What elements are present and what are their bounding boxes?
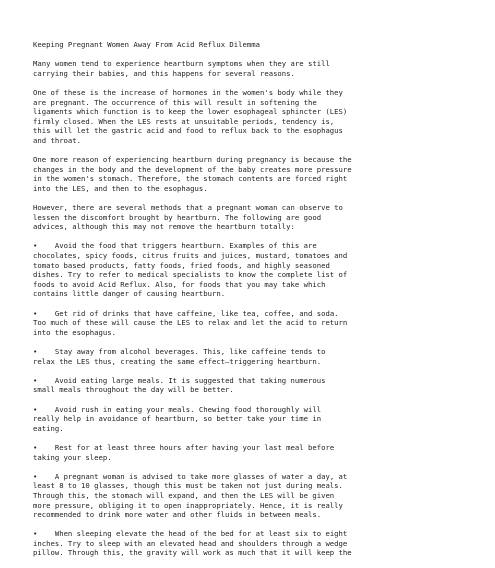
text-line: and throat. — [33, 135, 82, 145]
bullet-paragraph — [33, 405, 466, 434]
bullet-paragraph — [33, 472, 466, 520]
text-line — [33, 529, 466, 539]
text-line: relax the LES thus, creating the same effect—triggering heartburn. — [33, 356, 322, 366]
bullet-icon: • — [33, 308, 38, 318]
body-paragraph — [33, 59, 466, 78]
text-line: in the women's stomach. Therefore, the stomach contents are forced right — [33, 174, 348, 184]
text-line: Too much of these will cause the LES to relax and let the acid to return — [33, 318, 348, 328]
body-paragraph — [33, 88, 466, 146]
bullet-paragraph — [33, 443, 466, 462]
text-line: tomato based products, fatty foods, fried foods, and highly seasoned — [33, 260, 330, 270]
text-line: However, there are several methods that a pregnant woman can observe to — [33, 203, 343, 213]
bullet-text: Avoid rush in eating your meals. Chewing food thoroughly will — [37, 404, 322, 414]
bullet-icon: • — [33, 347, 38, 356]
text-line: advices, although this may not remove the heartburn totally: — [33, 222, 295, 232]
body-paragraph — [33, 155, 466, 193]
text-line: contains little danger of causing heartburn. — [33, 289, 226, 299]
text-line: inches. Try to sleep with an elevated head and shoulders through a wedge — [33, 538, 348, 548]
bullet-text: Rest for at least three hours after having your last meal before — [37, 442, 335, 452]
text-line: ligaments which function is to keep the lower esophageal sphincter (LES) — [33, 107, 348, 117]
bullet-icon: • — [33, 241, 38, 251]
text-line — [33, 472, 466, 482]
text-line: dishes. Try to refer to medical specialists to know the complete list of — [33, 270, 348, 280]
bullet-text: Get rid of drinks that have caffeine, like tea, coffee, and soda. — [37, 308, 339, 318]
text-line: recommended to drink more water and other fluids in between meals. — [33, 510, 322, 520]
text-line: small meals throughout the day will be better. — [33, 385, 234, 395]
text-line: Many women tend to experience heartburn symptoms when they are still — [33, 59, 330, 69]
text-line — [33, 405, 466, 415]
bullet-text: A pregnant woman is advised to take more glasses of water a day, at — [37, 471, 348, 481]
text-line: chocolates, spicy foods, citrus fruits and juices, mustard, tomatoes and — [33, 251, 348, 261]
document-title: Keeping Pregnant Women Away From Acid Reflux Dilemma — [33, 40, 260, 49]
bullet-text: Stay away from alcohol beverages. This, like caffeine tends to — [37, 347, 326, 356]
bullet-paragraph — [33, 347, 466, 366]
text-line — [33, 241, 466, 251]
text-line: lessen the discomfort brought by heartburn. The following are good — [33, 212, 322, 222]
bullet-icon: • — [33, 442, 38, 452]
document-body — [33, 59, 466, 558]
text-line: One of these is the increase of hormones in the women's body while they — [33, 87, 343, 97]
text-line: least 8 to 10 glasses, though this must be taken not just during meals. — [33, 481, 343, 491]
text-line: into the LES, and then to the esophagus. — [33, 183, 208, 193]
text-line: firmly closed. When the LES rests at unsuitable periods, tendency is, — [33, 116, 335, 126]
bullet-paragraph — [33, 529, 466, 558]
bullet-icon: • — [33, 404, 38, 414]
text-line — [33, 347, 466, 357]
bullet-paragraph — [33, 376, 466, 395]
text-line: pillow. Through this, the gravity will work as much that it will keep the — [33, 548, 352, 558]
text-line: foods to avoid Acid Reflux. Also, for foods that you may take which — [33, 279, 326, 289]
bullet-text: When sleeping elevate the head of the bed for at least six to eight — [37, 529, 348, 539]
text-line — [33, 309, 466, 319]
text-line: eating. — [33, 423, 64, 433]
text-line: are pregnant. The occurrence of this will result in softening the — [33, 97, 317, 107]
text-line — [33, 376, 466, 386]
bullet-paragraph — [33, 309, 466, 338]
bullet-paragraph — [33, 241, 466, 299]
text-line: taking your sleep. — [33, 452, 112, 462]
bullet-icon: • — [33, 529, 38, 539]
text-line: more pressure, obliging it to open inappropriately. Hence, it is really — [33, 500, 343, 510]
document-page — [33, 40, 466, 568]
text-line: One more reason of experiencing heartburn during pregnancy is because the — [33, 155, 352, 165]
text-line — [33, 443, 466, 453]
bullet-text: Avoid eating large meals. It is suggested that taking numerous — [37, 375, 326, 385]
text-line: changes in the body and the development of the baby creates more pressure — [33, 164, 352, 174]
text-line: this will let the gastric acid and food to reflux back to the esophagus — [33, 126, 343, 136]
bullet-icon: • — [33, 375, 38, 385]
text-line: into the esophagus. — [33, 327, 116, 337]
text-line: really help in avoidance of heartburn, so better take your time in — [33, 414, 322, 424]
text-line: Through this, the stomach will expand, and then the LES will be given — [33, 490, 335, 500]
bullet-icon: • — [33, 471, 38, 481]
body-paragraph — [33, 203, 466, 232]
text-line: carrying their babies, and this happens for several reasons. — [33, 68, 295, 78]
bullet-text: Avoid the food that triggers heartburn. Examples of this are — [37, 241, 317, 251]
